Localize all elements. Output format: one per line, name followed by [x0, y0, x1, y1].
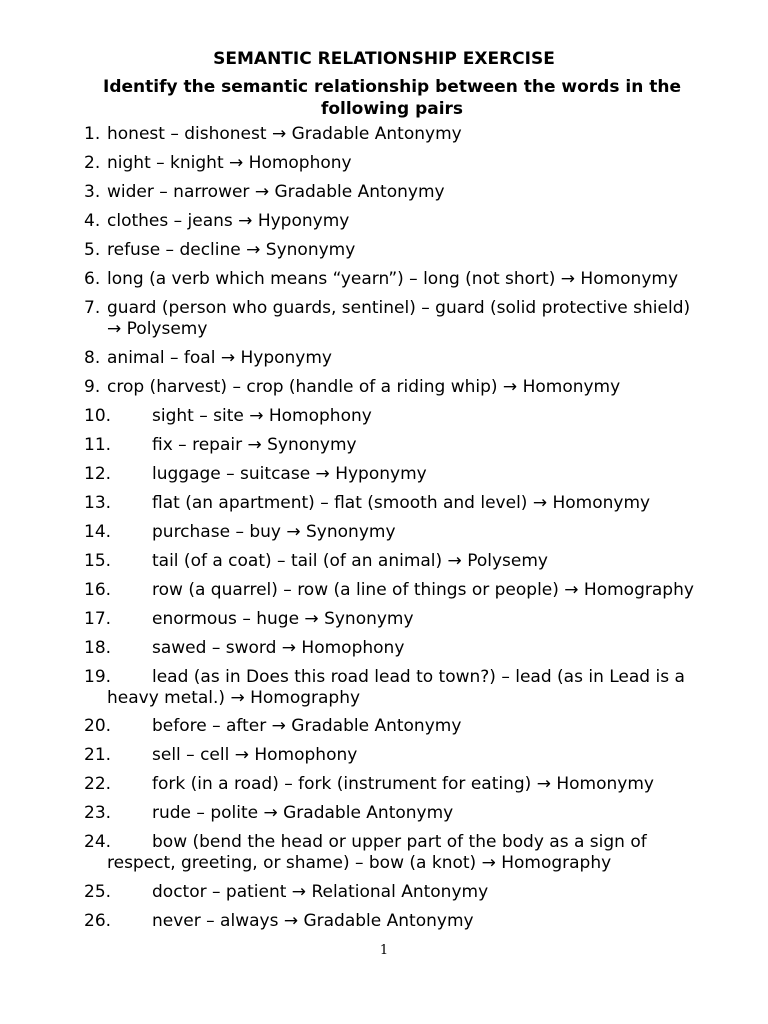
item-text: before – after → Gradable Antonymy: [152, 716, 462, 736]
item-number: 23.: [84, 803, 112, 823]
item-text: wider – narrower → Gradable Antonymy: [107, 182, 445, 202]
item-text: clothes – jeans → Hyponymy: [107, 211, 350, 231]
item-number: 18.: [84, 638, 112, 658]
item-number: 13.: [84, 493, 112, 513]
item-text: honest – dishonest → Gradable Antonymy: [107, 124, 462, 144]
item-number: 5.: [84, 240, 101, 260]
item-number: 17.: [84, 609, 112, 629]
item-text: sell – cell → Homophony: [152, 745, 358, 765]
item-text: doctor – patient → Relational Antonymy: [152, 882, 489, 902]
item-number: 19.: [84, 667, 112, 687]
item-number: 7.: [84, 298, 101, 318]
item-number: 9.: [84, 377, 101, 397]
item-text-continuation: → Polysemy: [107, 319, 208, 339]
item-number: 3.: [84, 182, 101, 202]
item-number: 12.: [84, 464, 112, 484]
item-text: rude – polite → Gradable Antonymy: [152, 803, 454, 823]
item-number: 16.: [84, 580, 112, 600]
item-text: tail (of a coat) – tail (of an animal) → Polysemy: [152, 551, 548, 571]
item-number: 25.: [84, 882, 112, 902]
item-text: sight – site → Homophony: [152, 406, 372, 426]
item-text: crop (harvest) – crop (handle of a riding whip) → Homonymy: [107, 377, 621, 397]
item-text: flat (an apartment) – flat (smooth and level) → Homonymy: [152, 493, 651, 513]
item-number: 26.: [84, 911, 112, 931]
item-number: 21.: [84, 745, 112, 765]
item-number: 10.: [84, 406, 112, 426]
item-number: 2.: [84, 153, 101, 173]
page-number: 1: [379, 943, 389, 958]
item-number: 6.: [84, 269, 101, 289]
item-text: lead (as in Does this road lead to town?) – lead (as in Lead is a: [152, 667, 685, 687]
item-text: luggage – suitcase → Hyponymy: [152, 464, 427, 484]
document-title: SEMANTIC RELATIONSHIP EXERCISE: [213, 49, 555, 69]
item-number: 11.: [84, 435, 112, 455]
item-text: never – always → Gradable Antonymy: [152, 911, 474, 931]
item-number: 14.: [84, 522, 112, 542]
item-text: long (a verb which means “yearn”) – long (not short) → Homonymy: [107, 269, 679, 289]
item-text: row (a quarrel) – row (a line of things or people) → Homography: [152, 580, 694, 600]
item-text: purchase – buy → Synonymy: [152, 522, 396, 542]
item-number: 4.: [84, 211, 101, 231]
item-number: 24.: [84, 832, 112, 852]
item-text: sawed – sword → Homophony: [152, 638, 405, 658]
item-text: refuse – decline → Synonymy: [107, 240, 356, 260]
document-subtitle: Identify the semantic relationship between the words in the following pairs: [103, 77, 681, 119]
item-number: 20.: [84, 716, 112, 736]
item-text-continuation: respect, greeting, or shame) – bow (a knot) → Homography: [107, 853, 612, 873]
item-number: 8.: [84, 348, 101, 368]
item-text: fix – repair → Synonymy: [152, 435, 357, 455]
item-text: guard (person who guards, sentinel) – guard (solid protective shield): [107, 298, 691, 318]
item-text: fork (in a road) – fork (instrument for eating) → Homonymy: [152, 774, 654, 794]
item-number: 22.: [84, 774, 112, 794]
item-text-continuation: heavy metal.) → Homography: [107, 688, 361, 708]
item-text: enormous – huge → Synonymy: [152, 609, 414, 629]
item-text: bow (bend the head or upper part of the body as a sign of: [152, 832, 647, 852]
item-number: 1.: [84, 124, 101, 144]
item-number: 15.: [84, 551, 112, 571]
item-text: night – knight → Homophony: [107, 153, 352, 173]
item-text: animal – foal → Hyponymy: [107, 348, 332, 368]
